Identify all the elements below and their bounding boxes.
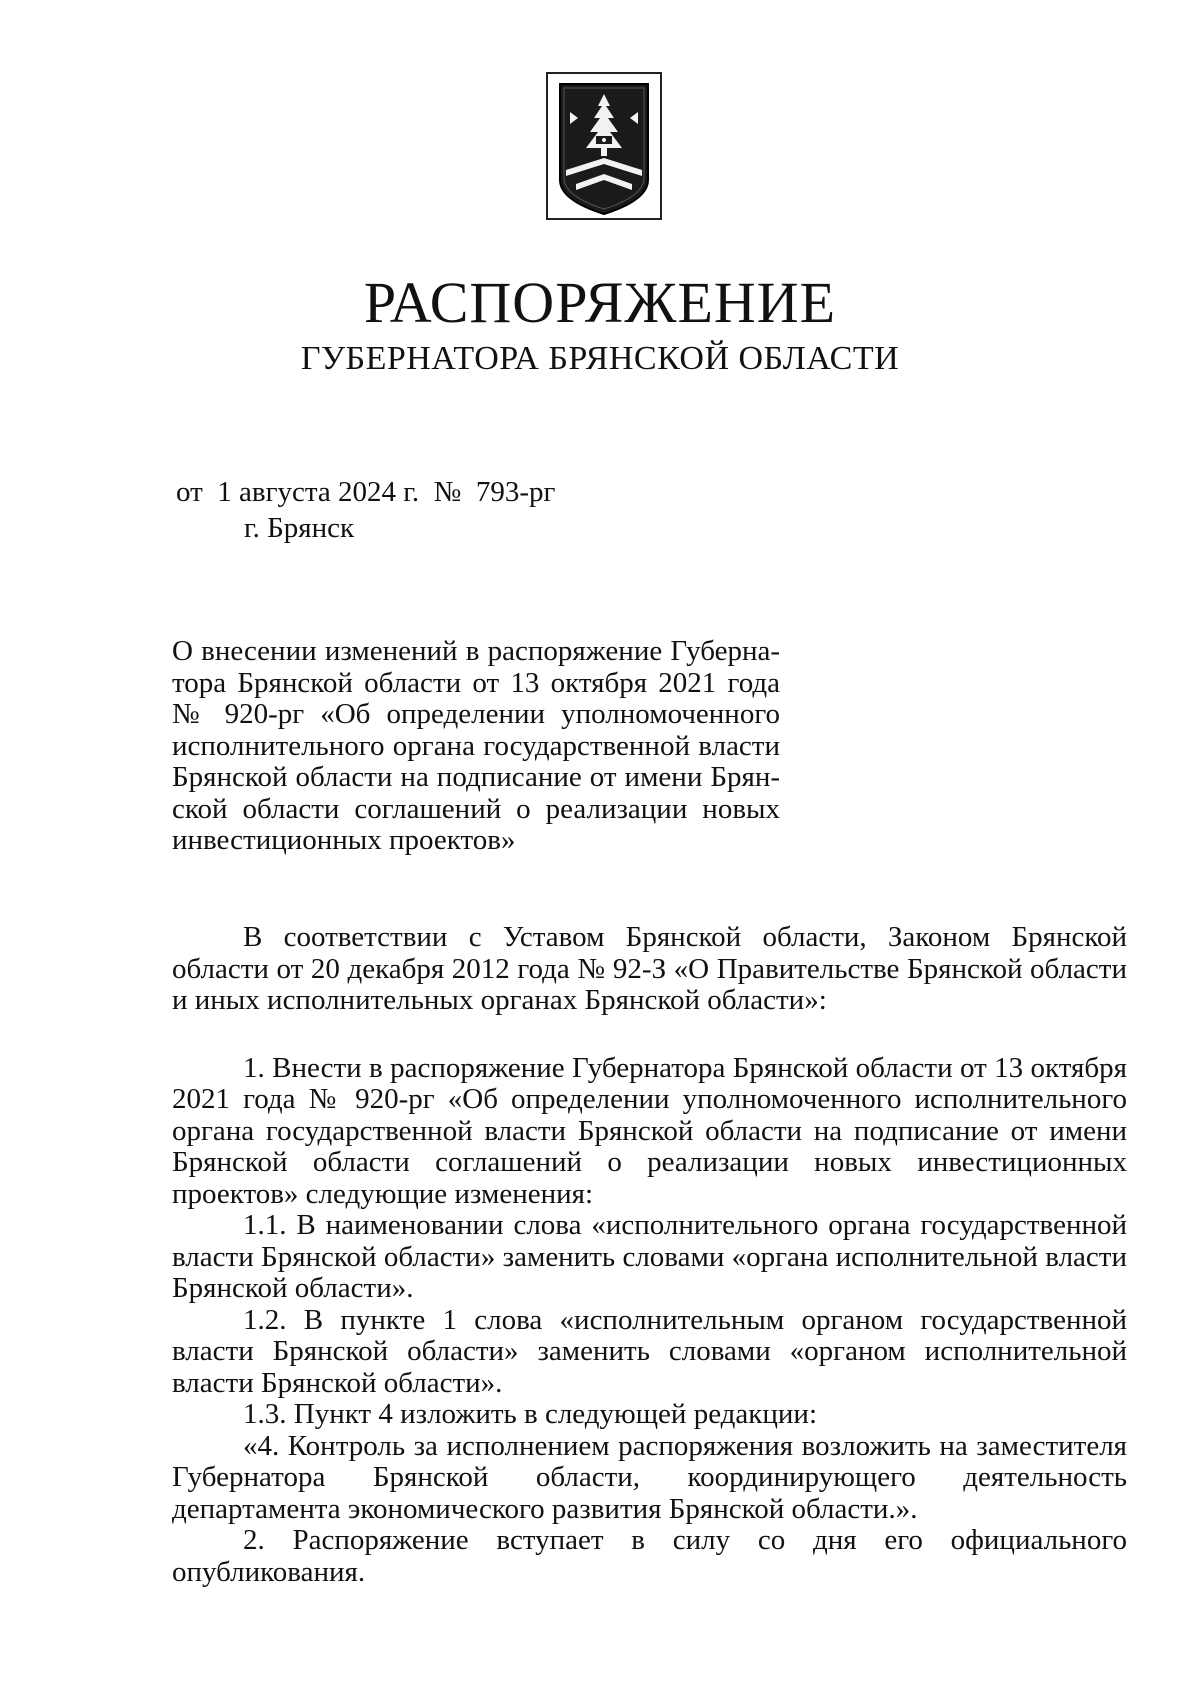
subject-line: № 920-рг «Об определении уполномоченного <box>172 698 780 730</box>
item-2-paragraph: 2. Распоряжение вступает в силу со дня его официального опубликования. <box>172 1524 1127 1588</box>
subject-line: инвестиционных проектов» <box>172 824 516 856</box>
item-1-1-paragraph: 1.1. В наименовании слова «исполнительного органа государственной власти Брянской области» заменить словами «органа исполнительной власти Брянской области». <box>172 1209 1127 1304</box>
subject-line: исполнительного органа государственной власти <box>172 729 780 762</box>
item-1-2-paragraph: 1.2. В пункте 1 слова «исполнительным органом государственной власти Брянской области» заменить словами «органом исполнительной власти Брянской области». <box>172 1303 1127 1399</box>
item-1-paragraph: 1. Внести в распоряжение Губернатора Брянской области от 13 октября 2021 года № 920-рг «Об определении уполномоченного исполнительного органа государственной власти Брянской области на подписание от имени Брянской области соглашений о реализации новых инвестиционных проектов» следующие изменения: <box>172 1051 1127 1210</box>
item-1-3-paragraph: 1.3. Пункт 4 изложить в следующей редакции: <box>243 1398 818 1430</box>
document-city: г. Брянск <box>244 512 355 544</box>
coat-of-arms-icon <box>546 72 662 220</box>
document-subtitle: ГУБЕРНАТОРА БРЯНСКОЙ ОБЛАСТИ <box>300 340 900 377</box>
document-body <box>172 922 1127 1588</box>
subject-line: ской области соглашений о реализации новых <box>172 792 780 825</box>
subject-line: Брянской области на подписание от имени Брян- <box>172 761 780 793</box>
subject-line: О внесении изменений в распоряжение Губерна- <box>172 635 780 667</box>
document-subject <box>172 636 780 857</box>
preamble-paragraph: В соответствии с Уставом Брянской области, Законом Брянской области от 20 декабря 2012 года № 92-З «О Правительстве Брянской области и иных исполнительных органах Брянской области»: <box>172 921 1127 1016</box>
document-dateline: от 1 августа 2024 г. № 793-рг <box>176 476 556 508</box>
item-1-3-text-paragraph: «4. Контроль за исполнением распоряжения возложить на заместителя Губернатора Брянской области, координирующего деятельность департамента экономического развития Брянской области.». <box>172 1429 1127 1525</box>
document-title: РАСПОРЯЖЕНИЕ <box>363 270 837 335</box>
subject-line: тора Брянской области от 13 октября 2021 года <box>172 666 780 699</box>
